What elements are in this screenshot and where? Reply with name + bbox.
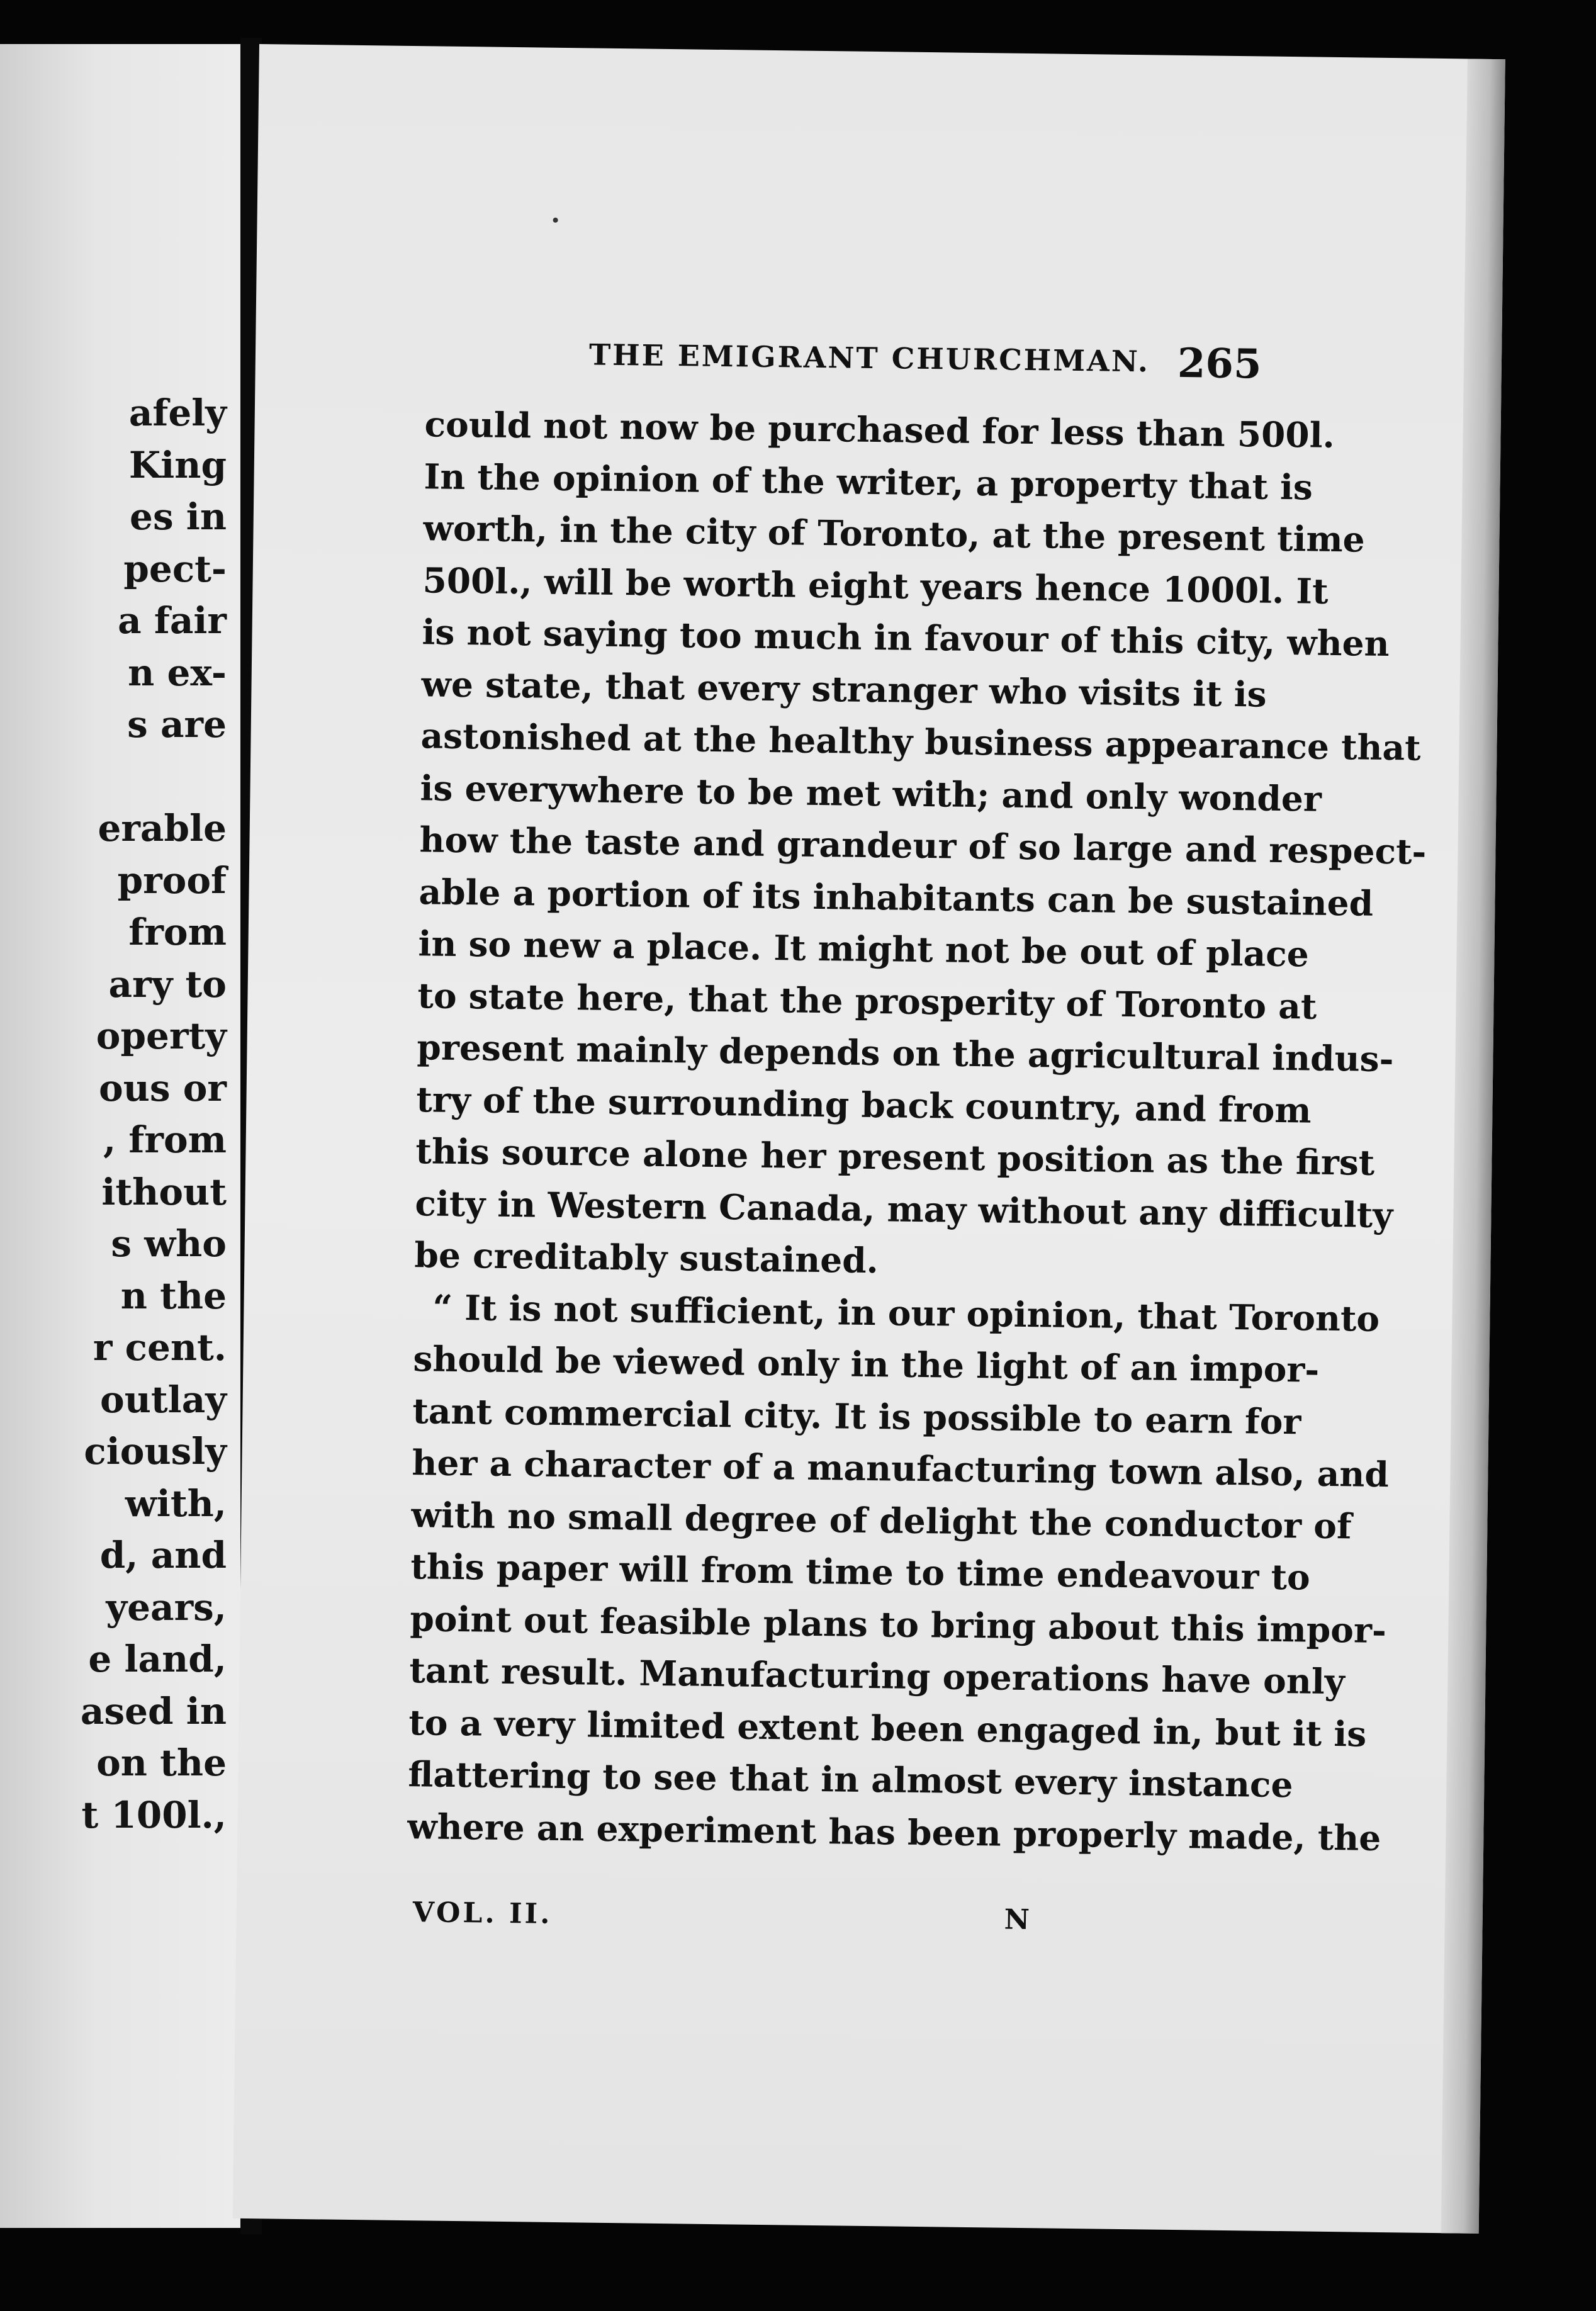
text-line: present mainly depends on the agricultural indus-: [417, 1026, 1394, 1080]
previous-page-line: ous or: [99, 1066, 227, 1110]
previous-page-line: e land,: [88, 1638, 227, 1680]
text-line: astonished at the healthy business appearance that: [420, 715, 1421, 768]
text-line: with no small degree of delight the conductor of: [411, 1493, 1352, 1546]
previous-page-line: ciously: [84, 1430, 227, 1473]
text-line: tant commercial city. It is possible to earn for: [412, 1390, 1301, 1442]
previous-page-line: afely: [128, 391, 227, 434]
previous-page-line: d, and: [99, 1534, 227, 1577]
previous-page-line: t 100l.,: [81, 1793, 227, 1836]
page-number: 265: [1177, 339, 1262, 388]
previous-page-line: s are: [127, 703, 227, 746]
running-head: THE EMIGRANT CHURCHMAN.: [588, 337, 1150, 379]
text-line: we state, that every stranger who visits it is: [421, 663, 1267, 715]
previous-page-line: proof: [117, 858, 227, 902]
text-line: this paper will from time to time endeavour to: [410, 1546, 1311, 1598]
text-line: this source alone her present position as the first: [415, 1130, 1375, 1183]
previous-page-line: erable: [98, 807, 227, 850]
previous-page-line: , from: [103, 1118, 227, 1161]
book-page: [233, 44, 1505, 2234]
previous-page-line: s who: [111, 1222, 227, 1265]
text-line: city in Western Canada, may without any difficulty: [415, 1182, 1393, 1235]
ink-speck: [553, 218, 558, 223]
text-line: worth, in the city of Toronto, at the present time: [423, 507, 1366, 560]
body-text: [407, 398, 1427, 1862]
previous-page-line: es in: [130, 495, 227, 538]
signature-mark: N: [1004, 1903, 1030, 1937]
previous-page-line: with,: [125, 1482, 227, 1525]
text-line: flattering to see that in almost every instance: [408, 1753, 1293, 1806]
previous-page-line: ased in: [80, 1689, 227, 1733]
text-line: should be viewed only in the light of an impor-: [413, 1338, 1320, 1390]
text-line: is not saying too much in favour of this city, when: [422, 611, 1390, 665]
text-line: in so new a place. It might not be out of place: [418, 923, 1310, 975]
text-line: able a portion of its inhabitants can be sustained: [419, 870, 1374, 924]
text-line: how the taste and grandeur of so large and respect-: [419, 819, 1427, 872]
text-line: to state here, that the prosperity of Toronto at: [417, 974, 1317, 1027]
previous-page-line: n ex-: [128, 651, 227, 694]
text-line: to a very limited extent been engaged in, but it is: [408, 1701, 1367, 1755]
previous-page-line: pect-: [123, 547, 227, 590]
text-line: 500l., will be worth eight years hence 1000l. It: [422, 559, 1329, 612]
previous-page-line: on the: [96, 1741, 227, 1784]
previous-page-line: outlay: [100, 1378, 227, 1421]
text-line: where an experiment has been properly made, the: [407, 1805, 1381, 1858]
text-line: In the opinion of the writer, a property that is: [424, 455, 1313, 507]
previous-page-line: years,: [106, 1585, 227, 1629]
text-line: point out feasible plans to bring about this impor-: [410, 1597, 1387, 1651]
previous-page-fragment: [0, 44, 240, 2228]
page-edge-shadow: [1441, 59, 1505, 2233]
previous-page-line: a fair: [118, 599, 227, 642]
previous-page-line: r cent.: [93, 1326, 227, 1369]
text-line: try of the surrounding back country, and from: [416, 1078, 1312, 1131]
previous-page-line: ithout: [101, 1170, 227, 1213]
previous-page-line: King: [128, 443, 227, 486]
previous-page-line: from: [128, 911, 227, 953]
volume-signature: VOL. II.: [412, 1896, 553, 1930]
text-line: “ It is not sufficient, in our opinion, that Toronto: [432, 1286, 1380, 1339]
text-line: her a character of a manufacturing town also, and: [412, 1442, 1390, 1495]
previous-page-line: operty: [96, 1015, 227, 1057]
text-line: be creditably sustained.: [414, 1234, 879, 1281]
text-line: tant result. Manufacturing operations have only: [409, 1650, 1346, 1702]
text-line: could not now be purchased for less than 500l.: [424, 403, 1335, 456]
previous-page-line: n the: [120, 1274, 227, 1317]
previous-page-line: ary to: [108, 962, 227, 1006]
text-line: is everywhere to be met with; and only wonder: [420, 767, 1322, 819]
